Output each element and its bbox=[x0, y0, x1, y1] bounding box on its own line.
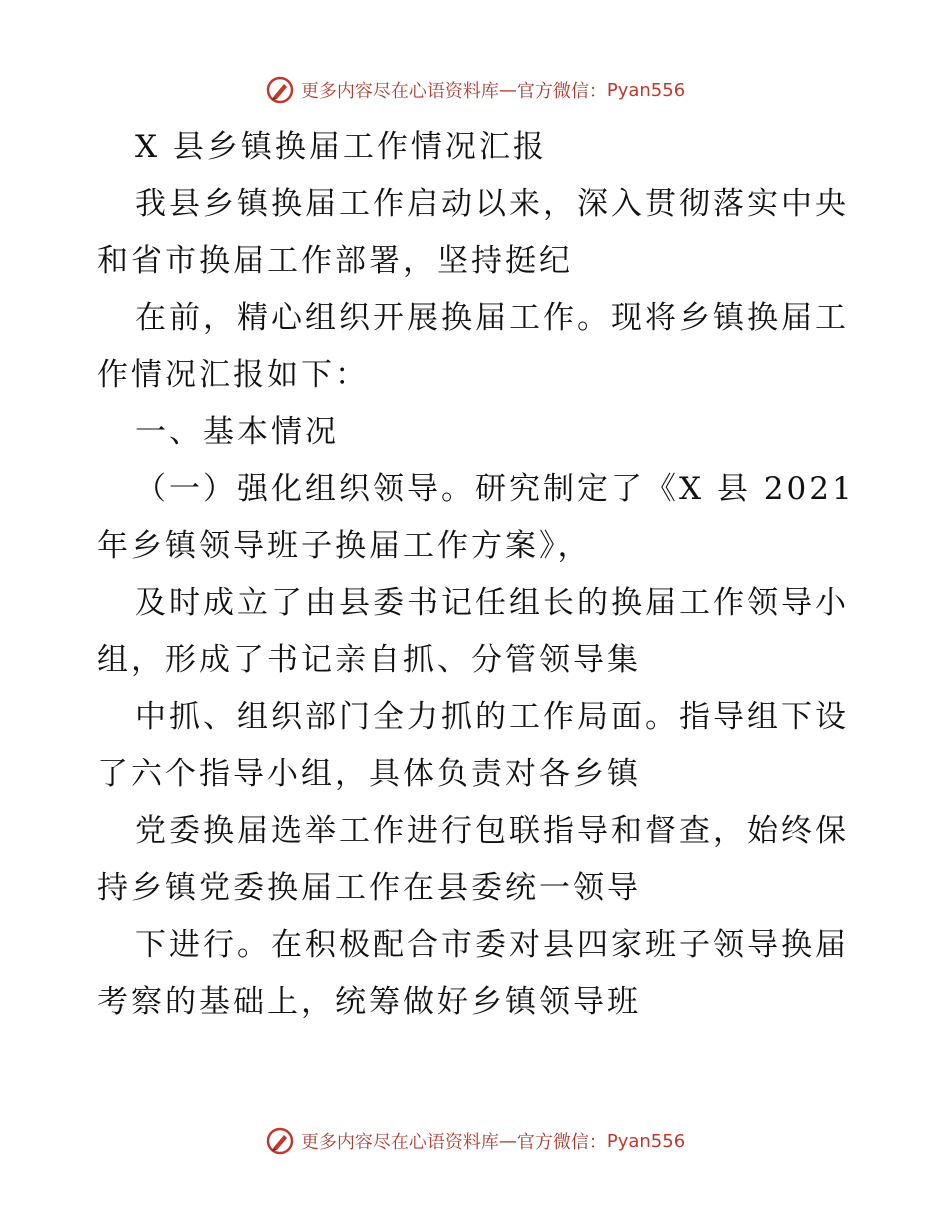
paragraph-line: 考察的基础上，统筹做好乡镇领导班 bbox=[97, 984, 641, 1020]
paragraph-line: 了六个指导小组，具体负责对各乡镇 bbox=[97, 756, 641, 792]
banner-sub-text: 官方微信： bbox=[516, 81, 607, 102]
paragraph-line: 持乡镇党委换届工作在县委统一领导 bbox=[97, 870, 641, 906]
banner-account: Pyan556 bbox=[606, 79, 686, 101]
paragraph-line: 在前，精心组织开展换届工作。现将乡镇换届工 bbox=[135, 300, 849, 336]
paragraph-line: 党委换届选举工作进行包联指导和督查，始终保 bbox=[135, 813, 849, 849]
document-body bbox=[97, 119, 857, 1031]
paragraph-line: 我县乡镇换届工作启动以来，深入贯彻落实中央 bbox=[135, 186, 849, 222]
paragraph-line: 下进行。在积极配合市委对县四家班子领导换届 bbox=[135, 927, 849, 963]
paragraph-line: 作情况汇报如下： bbox=[97, 357, 369, 393]
pen-logo-icon bbox=[265, 1126, 295, 1156]
document-title: X 县乡镇换届工作情况汇报 bbox=[135, 129, 547, 165]
banner-main-text: 更多内容尽在心语资料库 bbox=[300, 1132, 499, 1153]
paragraph-line: 年乡镇领导班子换届工作方案》， bbox=[97, 528, 592, 564]
banner-dash: — bbox=[498, 79, 517, 101]
paragraph-line: 中抓、组织部门全力抓的工作局面。指导组下设 bbox=[135, 699, 849, 735]
banner-account: Pyan556 bbox=[606, 1130, 686, 1152]
section-heading: 一、基本情况 bbox=[135, 414, 339, 450]
paragraph-line: 组，形成了书记亲自抓、分管领导集 bbox=[97, 642, 641, 678]
paragraph-line: 及时成立了由县委书记任组长的换届工作领导小 bbox=[135, 585, 849, 621]
paragraph-line: 和省市换届工作部署，坚持挺纪 bbox=[97, 243, 573, 279]
banner-dash: — bbox=[498, 1130, 517, 1152]
paragraph-line: （一）强化组织领导。研究制定了《X 县 2021 bbox=[135, 471, 855, 507]
pen-logo-icon bbox=[265, 75, 295, 105]
banner-main-text: 更多内容尽在心语资料库 bbox=[300, 81, 499, 102]
banner-sub-text: 官方微信： bbox=[516, 1132, 607, 1153]
header-banner bbox=[0, 70, 950, 110]
footer-banner bbox=[0, 1121, 950, 1161]
